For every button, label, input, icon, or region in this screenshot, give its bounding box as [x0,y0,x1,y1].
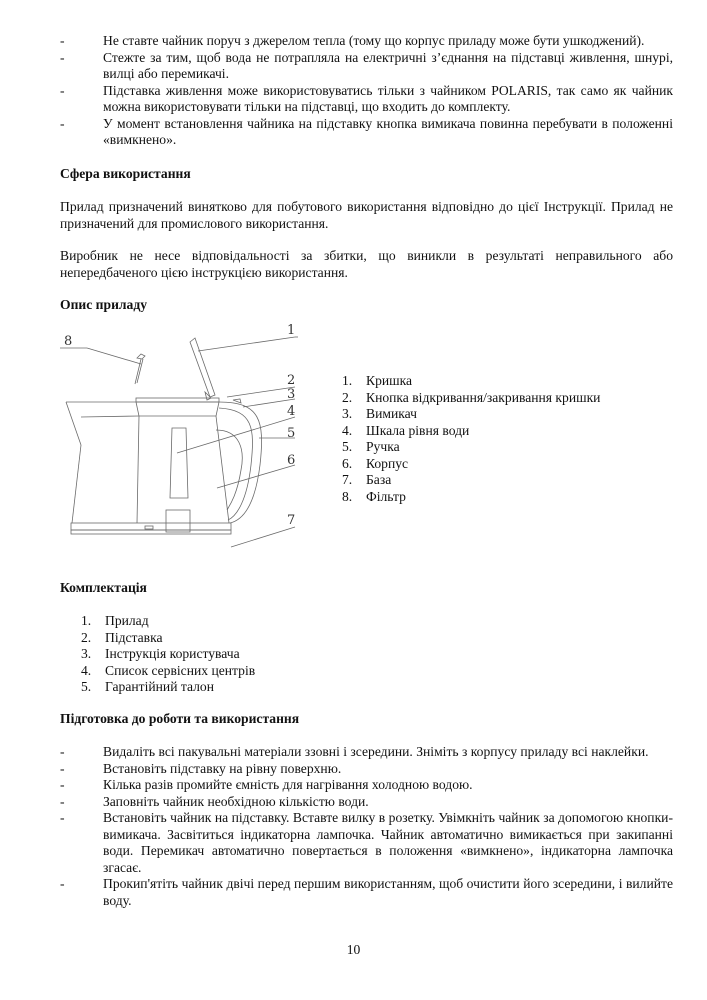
part-label: База [366,472,392,487]
list-item-text: Не ставте чайник поруч з джерелом тепла (тому що корпус приладу може бути ушкоджений). [103,33,645,48]
part-label: Корпус [366,455,409,471]
scope-heading: Сфера використання [60,166,191,181]
callout-2: 2 [287,373,296,388]
dash-marker: - [60,115,65,131]
list-item-text: Кілька разів промийте ємність для нагрівання холодною водою. [103,777,473,792]
list-item [60,876,673,909]
list-item [81,630,255,647]
item-number: 7. [342,472,353,487]
list-item [342,406,600,423]
list-item [81,613,255,630]
list-item [342,423,600,440]
kettle-illustration-icon [55,320,315,550]
item-number: 3. [81,646,92,661]
list-item-text: Підставка живлення може використовуватись тільки з чайником POLARIS, так само як чайник можна використовувати тільки на підставці, що входить до комплекту. [103,82,673,114]
item-number: 1. [81,613,92,628]
list-item-text: Встановіть чайник на підставку. Вставте вилку в розетку. Увімкніть чайник за допомогою кнопки-вимикача. Засвітиться індикаторна лампочка. Чайник автоматично вимикається при закипанні води. Перемикач автоматично повертається в положення «вимкнено», індикаторна лампочка згасає. [103,810,673,875]
part-label: Ручка [366,439,400,454]
list-item [60,777,673,794]
callout-6: 6 [287,453,296,468]
part-label: Вимикач [366,406,417,421]
part-label: Кнопка відкривання/закривання кришки [366,389,601,405]
package-item-label: Інструкція користувача [105,646,240,661]
dash-marker: - [60,793,65,809]
list-item-text: Видаліть всі пакувальні матеріали ззовні і зсередини. Зніміть з корпусу приладу всі наклейки. [103,744,649,759]
callout-1: 1 [287,323,296,338]
callout-8: 8 [64,334,73,349]
item-number: 3. [342,406,353,421]
item-number: 5. [342,439,353,454]
list-item [60,810,673,876]
scope-paragraph-2: Виробник не несе відповідальності за збитки, що виникли в результаті неправильного або непередбаченого цією інструкцією використання. [60,248,673,280]
package-item-label: Прилад [105,613,149,628]
list-item-text: Стежте за тим, щоб вода не потрапляла на електричні з’єднання на підставці живлення, шнурі, вилці або перемикачі. [103,49,673,81]
item-number: 4. [81,662,92,678]
list-item [342,390,600,407]
dash-marker: - [60,49,65,65]
item-number: 8. [342,488,353,504]
description-heading: Опис приладу [60,297,147,312]
callout-5: 5 [287,426,296,441]
page-number: 10 [346,942,361,957]
item-number: 2. [342,389,353,405]
dash-marker: - [60,33,65,48]
list-item-text: Заповніть чайник необхідною кількістю води. [103,793,369,809]
item-number: 2. [81,629,92,645]
part-label: Шкала рівня води [366,422,470,438]
list-item [342,373,600,390]
kettle-diagram [55,320,315,550]
list-item [81,646,255,663]
dash-marker: - [60,744,65,759]
dash-marker: - [60,82,65,98]
list-item [342,472,600,489]
package-item-label: Гарантійний талон [105,679,214,694]
list-item [60,744,673,761]
part-label: Фільтр [366,488,406,504]
callout-7: 7 [287,513,296,528]
dash-marker: - [60,810,65,825]
dash-marker: - [60,876,65,891]
package-item-label: Підставка [105,629,163,645]
package-heading: Комплектація [60,580,147,595]
item-number: 6. [342,455,353,471]
dash-marker: - [60,777,65,792]
list-item [60,83,673,116]
list-item [81,663,255,680]
list-item [60,761,673,778]
item-number: 1. [342,373,353,388]
list-item [81,679,255,696]
safety-list [60,33,673,149]
dash-marker: - [60,760,65,776]
package-item-label: Список сервісних центрів [105,662,256,678]
item-number: 5. [81,679,92,694]
callout-4: 4 [287,404,296,419]
list-item [60,50,673,83]
list-item [342,439,600,456]
list-item [60,116,673,149]
part-label: Кришка [366,373,413,388]
list-item-text: Прокип'ятіть чайник двічі перед першим використанням, щоб очистити його зсередини, і вилийте воду. [103,876,673,908]
list-item-text: У момент встановлення чайника на підставку кнопка вимикача повинна перебувати в положенні «вимкнено». [103,115,673,147]
package-list [81,613,255,696]
list-item [60,33,673,50]
callout-3: 3 [287,387,296,402]
scope-paragraph-1: Прилад призначений винятково для побутового використання відповідно до цієї Інструкції. Прилад не призначений для промислового використання. [60,199,673,231]
preparation-list [60,744,673,909]
list-item [342,456,600,473]
list-item-text: Встановіть підставку на рівну поверхню. [103,760,342,776]
list-item [342,489,600,506]
preparation-heading: Підготовка до роботи та використання [60,711,300,726]
list-item [60,794,673,811]
item-number: 4. [342,422,353,438]
parts-list [342,373,600,505]
